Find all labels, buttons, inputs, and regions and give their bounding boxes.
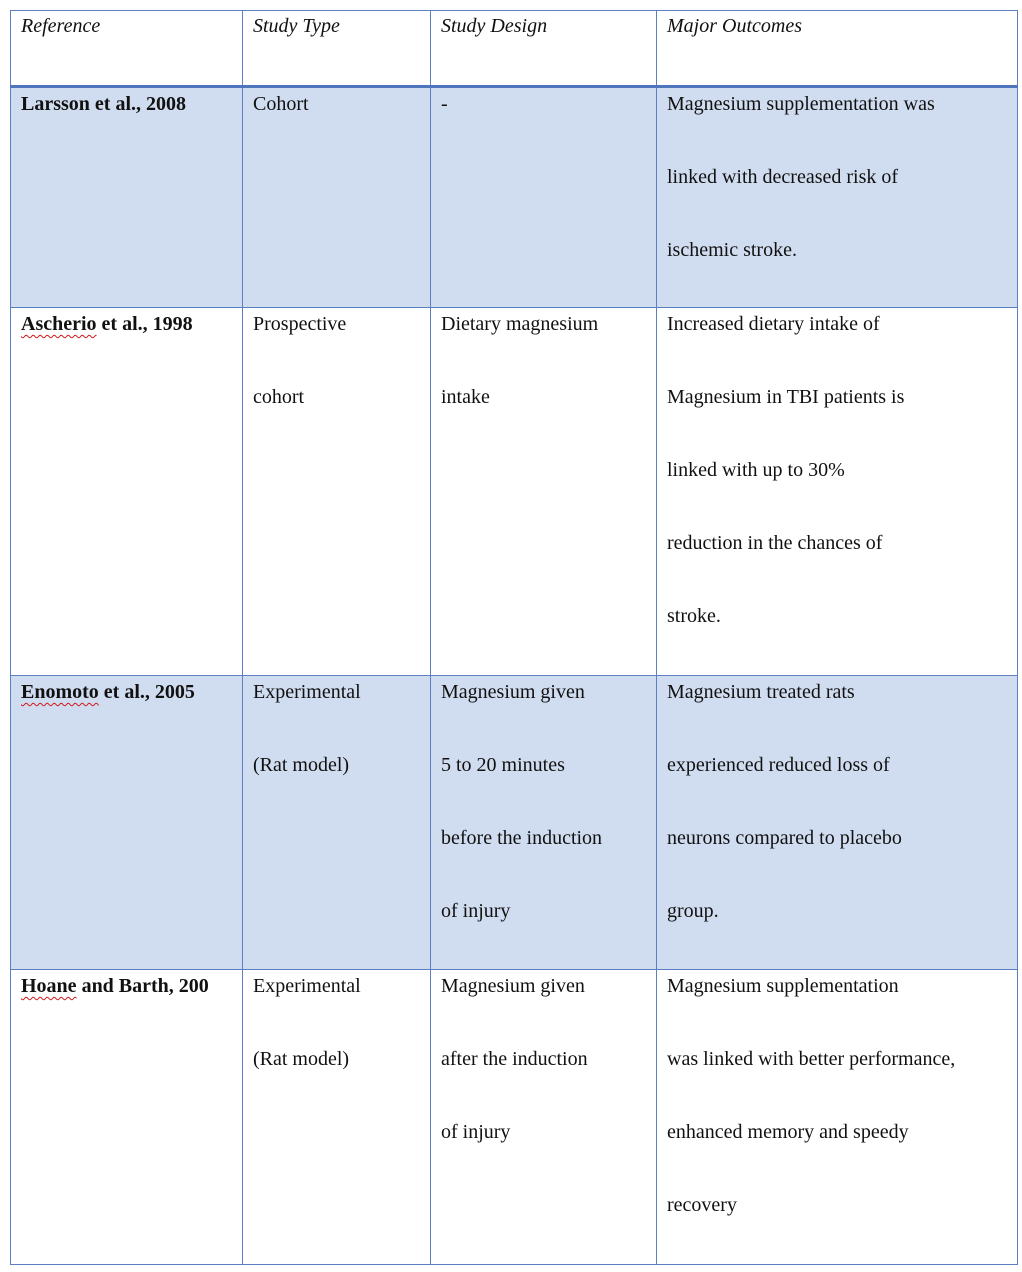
table-header-row: [11, 11, 1018, 87]
study-type-cell: [243, 87, 431, 308]
study-type-cell: [243, 308, 431, 676]
reference-citation: et al., 2005: [98, 681, 195, 703]
table-row: [11, 970, 1018, 1265]
study-design-line: Dietary magnesium: [441, 313, 599, 335]
study-type-line: (Rat model): [253, 1048, 350, 1070]
study-design-line: Magnesium given: [441, 681, 585, 703]
study-design-cell: [431, 676, 657, 970]
study-type-cell: [243, 970, 431, 1265]
table-row: [11, 676, 1018, 970]
study-type-line: Experimental: [253, 975, 361, 997]
study-design-line: after the induction: [441, 1048, 588, 1070]
study-table-container: [10, 10, 1017, 1265]
study-type-line: Prospective: [253, 313, 347, 335]
study-type-cell: [243, 676, 431, 970]
study-design-line: of injury: [441, 900, 511, 922]
study-design-line: intake: [441, 386, 490, 408]
header-study-type: Study Type: [243, 11, 431, 87]
outcome-line: Magnesium supplementation was: [667, 93, 935, 115]
outcome-line: group.: [667, 900, 719, 922]
outcome-line: Magnesium in TBI patients is: [667, 386, 905, 408]
study-design-line: of injury: [441, 1121, 511, 1143]
outcome-cell: [657, 676, 1018, 970]
reference-author: Ascherio: [21, 313, 97, 335]
reference-author: Enomoto: [21, 681, 99, 703]
study-design-cell: [431, 970, 657, 1265]
study-design-line: 5 to 20 minutes: [441, 754, 565, 776]
outcome-cell: [657, 308, 1018, 676]
outcome-line: linked with up to 30%: [667, 459, 845, 481]
header-major-outcomes: Major Outcomes: [657, 11, 1018, 87]
study-design-line: Magnesium given: [441, 975, 585, 997]
study-type-line: Experimental: [253, 681, 361, 703]
outcome-line: was linked with better performance,: [667, 1048, 956, 1070]
outcome-line: experienced reduced loss of: [667, 754, 890, 776]
outcome-line: neurons compared to placebo: [667, 827, 902, 849]
reference-author: Hoane: [21, 975, 77, 997]
reference-author: Larsson: [21, 93, 90, 115]
outcome-line: Magnesium treated rats: [667, 681, 855, 703]
reference-cell: [11, 970, 243, 1265]
reference-cell: [11, 87, 243, 308]
study-type-line: cohort: [253, 386, 305, 408]
reference-citation: et al., 1998: [96, 313, 193, 335]
studies-table: [10, 10, 1018, 1265]
study-design-line: -: [441, 93, 448, 115]
outcome-line: recovery: [667, 1194, 737, 1216]
header-reference: Reference: [11, 11, 243, 87]
outcome-line: linked with decreased risk of: [667, 166, 899, 188]
reference-cell: [11, 676, 243, 970]
reference-citation: et al., 2008: [89, 93, 186, 115]
header-study-design: Study Design: [431, 11, 657, 87]
table-row: [11, 87, 1018, 308]
outcome-line: Increased dietary intake of: [667, 313, 880, 335]
outcome-line: ischemic stroke.: [667, 239, 797, 261]
reference-cell: [11, 308, 243, 676]
outcome-cell: [657, 87, 1018, 308]
table-row: [11, 308, 1018, 676]
study-type-line: (Rat model): [253, 754, 350, 776]
study-design-cell: [431, 87, 657, 308]
study-design-cell: [431, 308, 657, 676]
outcome-line: stroke.: [667, 605, 721, 627]
study-type-line: Cohort: [253, 93, 309, 115]
study-design-line: before the induction: [441, 827, 603, 849]
outcome-line: reduction in the chances of: [667, 532, 883, 554]
reference-citation: and Barth, 200: [76, 975, 209, 997]
outcome-line: enhanced memory and speedy: [667, 1121, 909, 1143]
outcome-line: Magnesium supplementation: [667, 975, 899, 997]
outcome-cell: [657, 970, 1018, 1265]
